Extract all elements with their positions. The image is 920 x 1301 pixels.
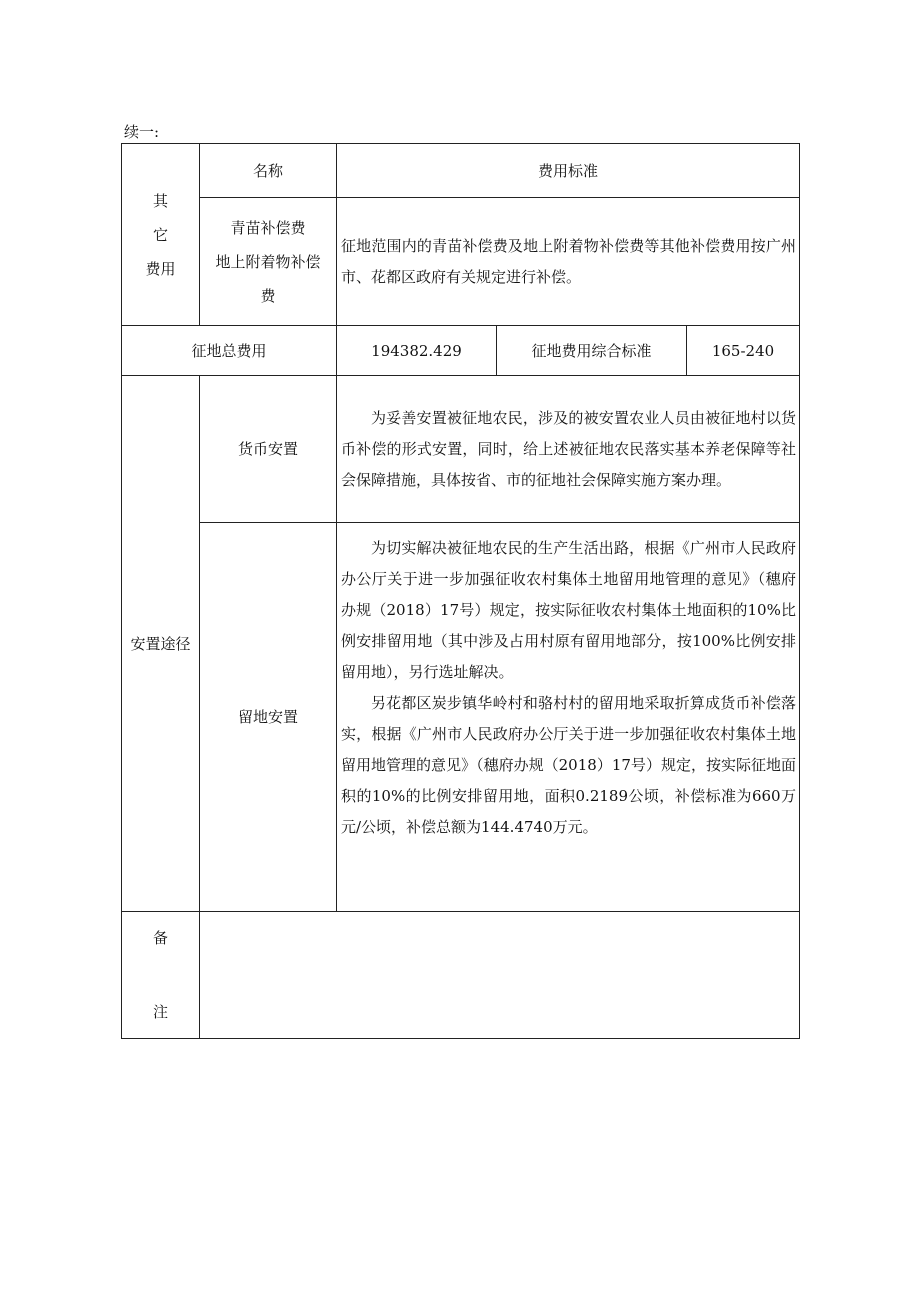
other-fees-description: 征地范围内的青苗补偿费及地上附着物补偿费等其他补偿费用按广州市、花都区政府有关规定进行补偿。 [341,236,797,286]
item-name-attachment-cont: 费 [260,286,276,305]
reserved-land-paragraph-2: 另花都区炭步镇华岭村和骆村村的留用地采取折算成货币补偿落实，根据《广州市人民政府办公厅关于进一步加强征收农村集体土地留用地管理的意见》（穗府办规（2018）17号）规定，按实际征地面积的10%的比例安排留用地，面积0.2189公顷，补偿标准为660万元/公顷，补偿总额为144.4740万元。 [341,694,797,836]
header-name: 名称 [200,144,337,198]
header-standard: 费用标准 [337,144,800,198]
reserved-land-text-cell [337,523,800,912]
continuation-label: 续一: [124,123,160,141]
remarks-content[interactable] [200,912,800,1039]
other-fees-label-line1: 其 它 [152,191,180,244]
reserved-land-label: 留地安置 [200,523,337,912]
remarks-label-line1: 备 [152,928,168,947]
total-standard-label: 征地费用综合标准 [497,326,687,376]
table-row-header [122,144,800,198]
remarks-label-line2: 注 [152,1002,168,1021]
table-row-other-fees [122,198,800,326]
table-row-reserved-land [122,523,800,912]
remarks-label-cell [122,912,200,1039]
table-row-remarks [122,912,800,1039]
monetary-label: 货币安置 [200,376,337,523]
other-fees-item-names [200,198,337,326]
total-label: 征地总费用 [122,326,337,376]
total-standard-value: 165-240 [687,326,800,376]
item-name-attachment: 地上附着物补偿 [215,252,321,271]
table-row-monetary [122,376,800,523]
reserved-land-paragraph-1: 为切实解决被征地农民的生产生活出路，根据《广州市人民政府办公厅关于进一步加强征收农村集体土地留用地管理的意见》（穗府办规（2018）17号）规定，按实际征收农村集体土地面积的10%比例安排留用地（其中涉及占用村原有留用地部分，按100%比例安排留用地），另行选址解决。 [341,539,797,681]
other-fees-label-line2: 费用 [145,259,176,278]
resettlement-label: 安置途径 [122,376,200,912]
monetary-text-cell [337,376,800,523]
total-value: 194382.429 [337,326,497,376]
table-row-total [122,326,800,376]
land-acquisition-fee-table [121,143,800,1039]
other-fees-description-cell [337,198,800,326]
monetary-text: 为妥善安置被征地农民，涉及的被安置农业人员由被征地村以货币补偿的形式安置，同时，给上述被征地农民落实基本养老保障等社会保障措施，具体按省、市的征地社会保障实施方案办理。 [341,408,797,489]
item-name-seedling: 青苗补偿费 [230,218,306,237]
other-fees-label-cell [122,144,200,326]
